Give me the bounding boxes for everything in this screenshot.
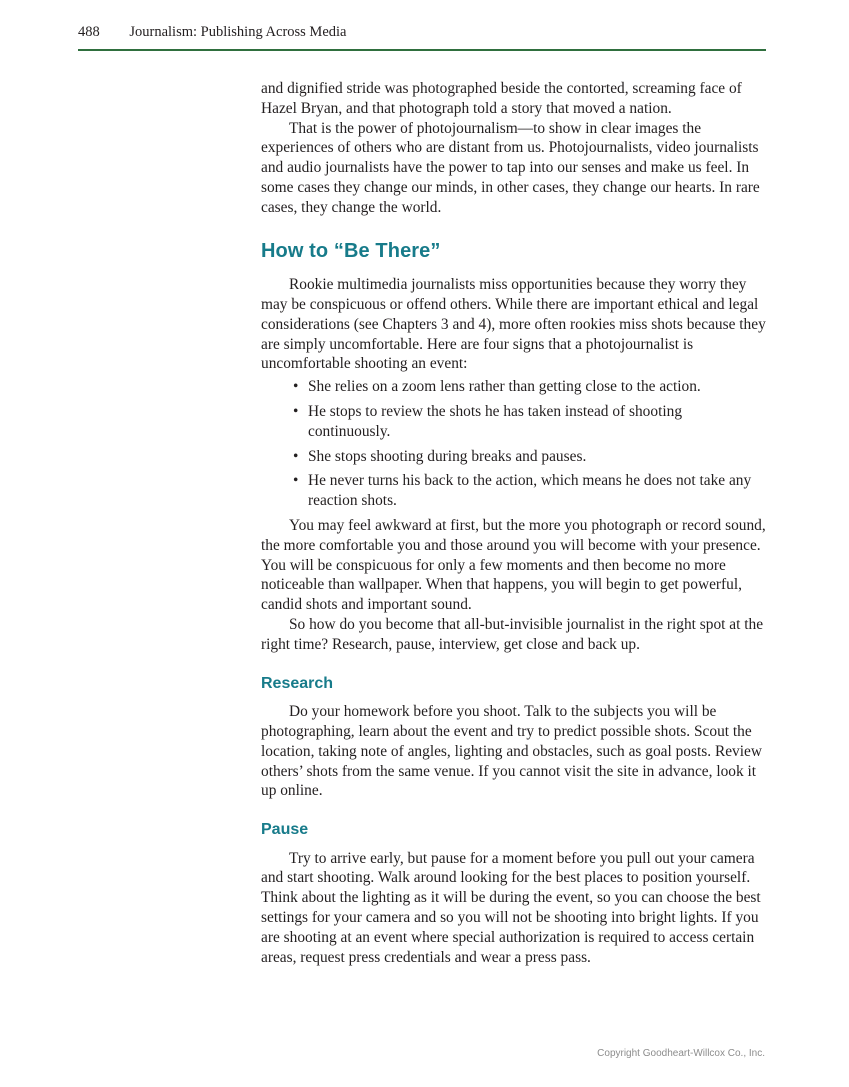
page-number: 488: [78, 24, 100, 40]
list-item: • He never turns his back to the action, which means he does not take any reaction shots.: [308, 471, 766, 511]
paragraph: So how do you become that all-but-invisible journalist in the right spot at the right time? Research, pause, interview, get close and back up.: [261, 616, 764, 653]
bullet-list: [261, 377, 766, 511]
running-title: Journalism: Publishing Across Media: [129, 24, 347, 40]
paragraph-continuation: and dignified stride was photographed beside the contorted, screaming face of Hazel Bryan, and that photograph told a story that moved a nation.: [261, 80, 742, 117]
list-item: • He stops to review the shots he has taken instead of shooting continuously.: [308, 402, 766, 442]
paragraph: Rookie multimedia journalists miss opportunities because they worry they may be conspicuous or offend others. While there are important ethical and legal considerations (see Chapters 3 and 4), more often rookies miss shots because they are simply uncomfortable. Here are four signs that a photojournalist is uncomfortable shooting an event:: [261, 276, 766, 373]
paragraph: Do your homework before you shoot. Talk to the subjects you will be photographing, learn about the event and try to predict possible shots. Scout the location, taking note of angles, lighting and obstacles, such as goal posts. Review others’ shots from the same venue. If you cannot visit the site in advance, look it up online.: [261, 703, 762, 800]
section-heading-how-to-be-there: How to “Be There”: [261, 239, 441, 262]
paragraph: That is the power of photojournalism—to show in clear images the experiences of others who are distant from us. Photojournalists, video journalists and audio journalists have the power to tap into our senses and make us feel. In some cases they change our minds, in other cases, they change our hearts. In rare cases, they change the world.: [261, 119, 760, 216]
paragraph: Try to arrive early, but pause for a moment before you pull out your camera and start shooting. Walk around looking for the best places to position yourself. Think about the lighting as it will be during the event, so you can choose the best settings for your camera and so you will not be shooting into bright lights. If you are shooting at an event where special authorization is required to access certain areas, request press credentials and wear a press pass.: [261, 849, 761, 966]
page-header: [78, 24, 766, 51]
page-content: [261, 79, 766, 967]
subsection-heading-pause: Pause: [261, 821, 309, 839]
list-item: • She stops shooting during breaks and pauses.: [308, 447, 766, 467]
paragraph: You may feel awkward at first, but the more you photograph or record sound, the more comfortable you and those around you will become with your presence. You will be conspicuous for only a few moments and then become no more noticeable than wallpaper. When that happens, you will begin to get powerful, candid shots and important sound.: [261, 517, 766, 614]
copyright-notice: Copyright Goodheart-Willcox Co., Inc.: [597, 1048, 765, 1059]
subsection-heading-research: Research: [261, 674, 334, 692]
list-item: • She relies on a zoom lens rather than getting close to the action.: [308, 377, 766, 397]
